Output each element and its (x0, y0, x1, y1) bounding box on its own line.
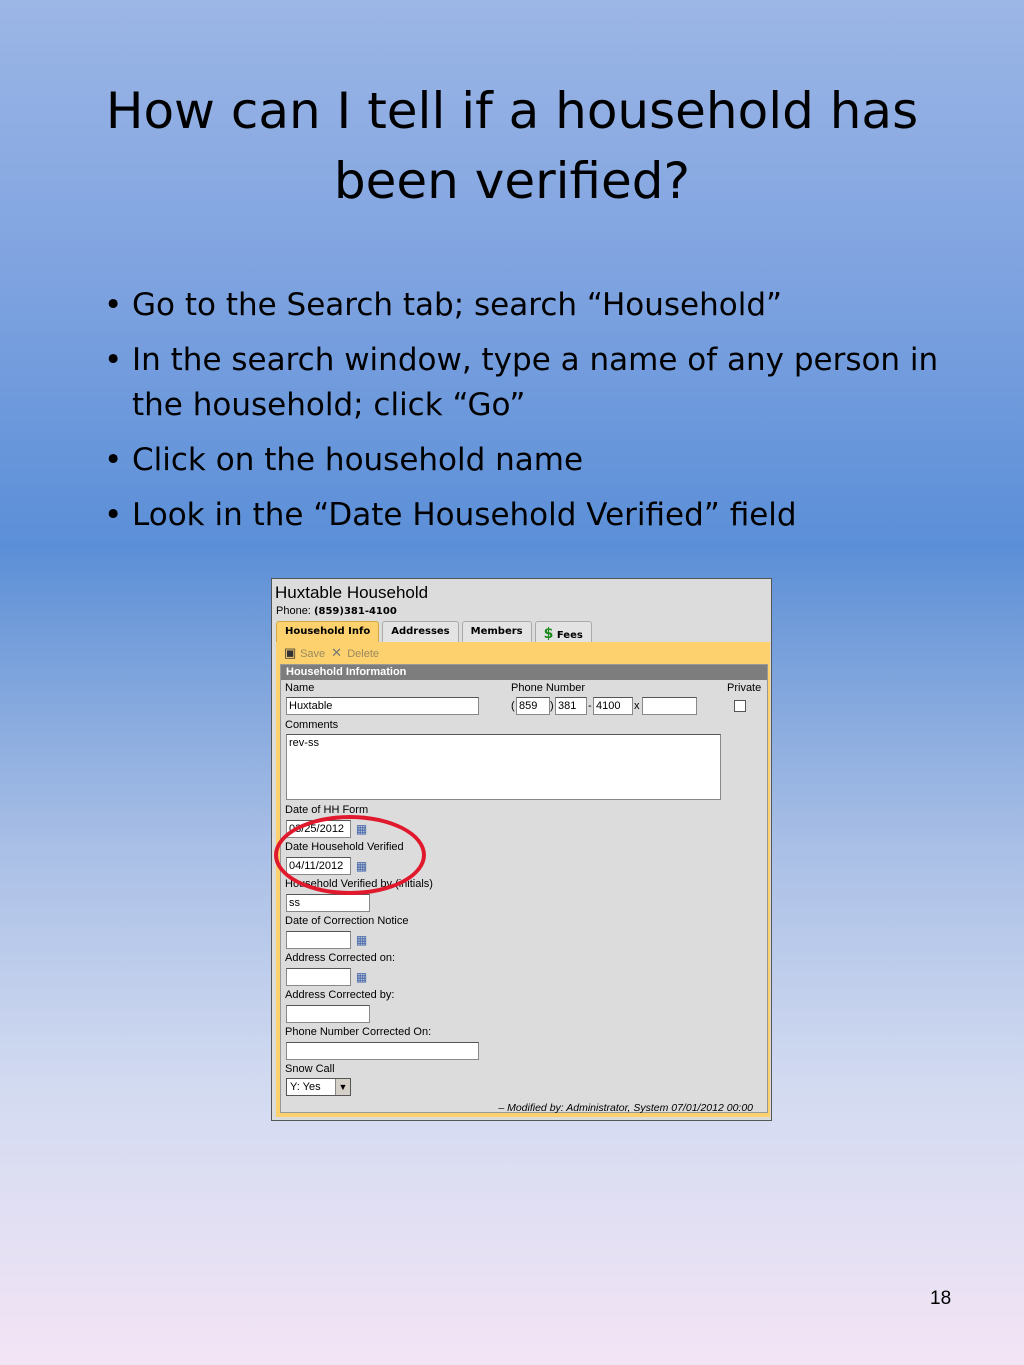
delete-label: Delete (347, 648, 379, 660)
save-icon: ▣ (284, 645, 297, 660)
dollar-icon: $ (543, 626, 554, 642)
save-button[interactable] (284, 646, 325, 660)
bullet-text: Go to the Search tab; search “Household” (132, 287, 783, 323)
phone-label: Phone: (276, 605, 311, 617)
bullet-item (102, 283, 962, 328)
calendar-icon[interactable]: ▦ (355, 933, 368, 947)
phone-open-paren: ( (511, 700, 515, 712)
verified-by-input[interactable]: ss (286, 894, 370, 912)
address-corrected-by-label: Address Corrected by: (285, 989, 395, 1001)
phone-corrected-label: Phone Number Corrected On: (285, 1026, 432, 1038)
phone-area-input[interactable]: 859 (516, 697, 550, 715)
dropdown-arrow-icon[interactable]: ▼ (335, 1079, 350, 1095)
phone-value: (859)381-4100 (313, 606, 397, 617)
name-input[interactable]: Huxtable (286, 697, 479, 715)
save-label: Save (300, 648, 326, 660)
correction-notice-label: Date of Correction Notice (285, 915, 409, 927)
bullet-text: Click on the household name (132, 442, 584, 478)
phone-prefix-input[interactable]: 381 (555, 697, 587, 715)
phone-number-label: Phone Number (511, 682, 585, 694)
date-verified-label: Date Household Verified (285, 841, 404, 853)
bullet-item (102, 493, 962, 538)
phone-ext-input[interactable] (642, 697, 697, 715)
delete-button[interactable] (331, 646, 379, 660)
tab-members[interactable]: Members (462, 621, 532, 643)
tab-addresses[interactable]: Addresses (382, 621, 458, 643)
correction-notice-input[interactable] (286, 931, 351, 949)
phone-line-input[interactable]: 4100 (593, 697, 633, 715)
slide-number: 18 (930, 1288, 952, 1309)
name-label: Name (285, 682, 315, 694)
delete-icon: ✕ (331, 645, 343, 660)
private-checkbox[interactable] (734, 700, 746, 712)
snow-call-select[interactable] (286, 1078, 351, 1096)
phone-close-paren: ) (550, 700, 554, 712)
verified-by-label: Household Verified by (initials) (285, 878, 433, 890)
tab-bar (276, 621, 592, 642)
bullet-list (102, 283, 962, 548)
comments-label: Comments (285, 719, 339, 731)
phone-corrected-input[interactable] (286, 1042, 479, 1060)
snow-call-value: Y: Yes (290, 1081, 321, 1093)
date-hh-form-label: Date of HH Form (285, 804, 369, 816)
snow-call-label: Snow Call (285, 1063, 335, 1075)
tab-household-info[interactable]: Household Info (276, 621, 379, 643)
highlight-oval (274, 815, 426, 895)
bullet-glyph: • (104, 442, 123, 478)
household-title: Huxtable Household (275, 583, 429, 602)
bullet-item (102, 338, 962, 428)
address-corrected-by-input[interactable] (286, 1005, 370, 1023)
bullet-text: In the search window, type a name of any person in the household; click “Go” (132, 342, 939, 423)
section-header: Household Information (281, 665, 767, 680)
phone-dash: - (588, 700, 592, 712)
slide-title: How can I tell if a household has been verified? (105, 82, 919, 210)
household-phone (276, 605, 397, 617)
phone-ext-x: x (634, 700, 640, 712)
tab-fees-label: Fees (556, 630, 583, 641)
date-hh-form-input[interactable]: 03/25/2012 (286, 820, 351, 838)
address-corrected-on-label: Address Corrected on: (285, 952, 396, 964)
bullet-text: Look in the “Date Household Verified” field (132, 497, 797, 533)
modified-info: – Modified by: Administrator, System 07/01/2012 00:00 (498, 1102, 753, 1114)
date-verified-input[interactable]: 04/11/2012 (286, 857, 351, 875)
calendar-icon[interactable]: ▦ (355, 970, 368, 984)
bullet-item (102, 438, 962, 483)
calendar-icon[interactable]: ▦ (355, 822, 368, 836)
private-label: Private (727, 682, 762, 694)
tab-fees[interactable] (535, 621, 592, 643)
address-corrected-on-input[interactable] (286, 968, 351, 986)
calendar-icon[interactable]: ▦ (355, 859, 368, 873)
bullet-glyph: • (104, 287, 123, 323)
toolbar (284, 646, 379, 660)
bullet-glyph: • (104, 342, 123, 378)
bullet-glyph: • (104, 497, 123, 533)
comments-textarea[interactable]: rev-ss (286, 734, 721, 800)
